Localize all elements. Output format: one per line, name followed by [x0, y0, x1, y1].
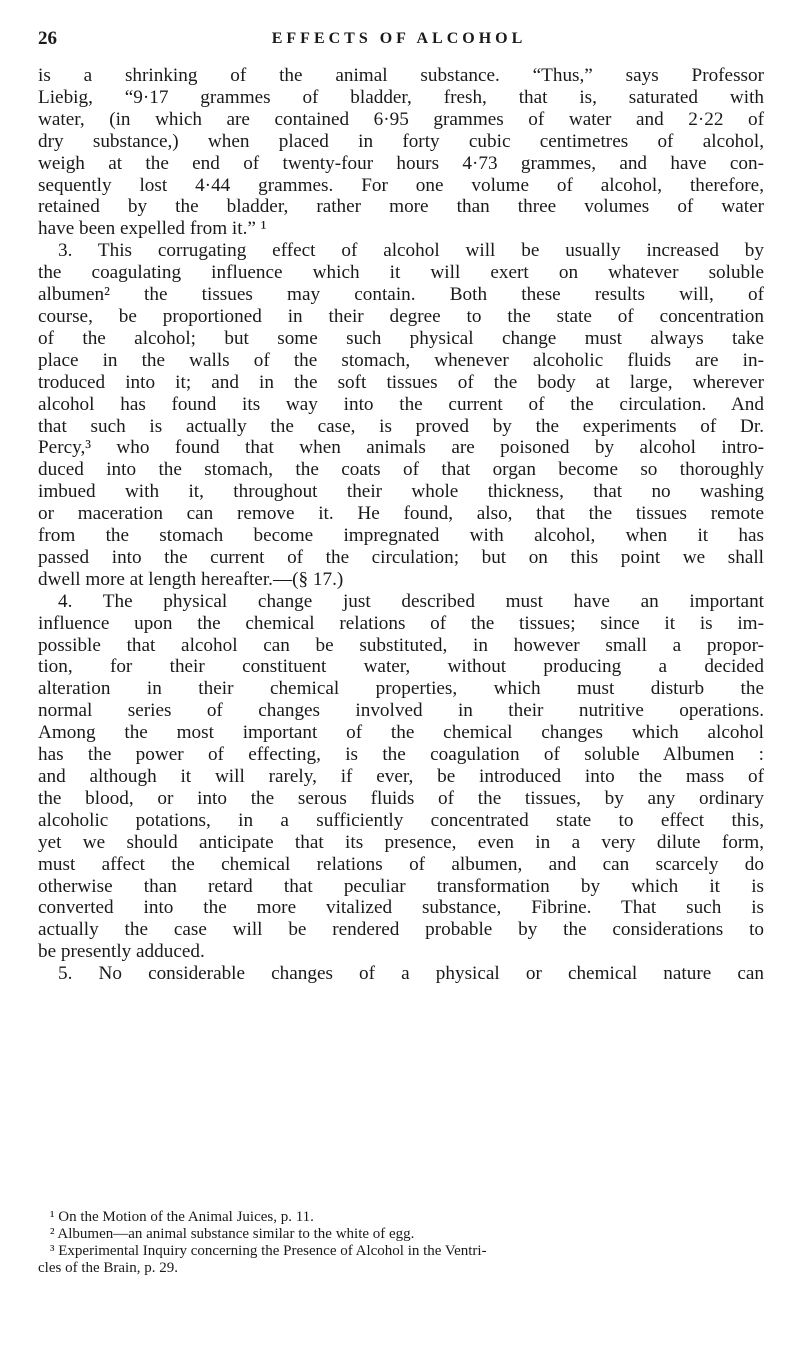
text-line: dry substance,) when placed in forty cubic centimetres of alcohol,: [38, 130, 764, 152]
text-line: Percy,³ who found that when animals are poisoned by alcohol intro-: [38, 437, 764, 459]
text-line: 3. This corrugating effect of alcohol will be usually increased by: [58, 240, 764, 262]
text-line: be presently adduced.: [38, 941, 205, 963]
footnotes: [38, 1209, 764, 1277]
footnote: ³ Experimental Inquiry concerning the Presence of Alcohol in the Ventri-: [50, 1243, 487, 1259]
text-line: weigh at the end of twenty-four hours 4·73 grammes, and have con-: [38, 152, 764, 174]
text-line: has the power of effecting, is the coagulation of soluble Albumen :: [38, 744, 764, 766]
text-line: the coagulating influence which it will exert on whatever soluble: [38, 262, 764, 284]
page-number: 26: [38, 28, 57, 49]
text-line: possible that alcohol can be substituted, in however small a propor-: [38, 634, 764, 656]
text-line: otherwise than retard that peculiar transformation by which it is: [38, 875, 764, 897]
text-line: course, be proportioned in their degree to the state of concentration: [38, 305, 764, 327]
text-line: albumen² the tissues may contain. Both these results will, of: [38, 284, 764, 306]
text-line: imbued with it, throughout their whole thickness, that no washing: [38, 481, 764, 503]
running-title: EFFECTS OF ALCOHOL: [271, 30, 527, 47]
text-line: converted into the more vitalized substance, Fibrine. That such is: [38, 897, 764, 919]
text-line: normal series of changes involved in their nutritive operations.: [38, 700, 764, 722]
footnote: cles of the Brain, p. 29.: [38, 1260, 178, 1276]
text-line: influence upon the chemical relations of the tissues; since it is im-: [38, 612, 764, 634]
text-line: tion, for their constituent water, without producing a decided: [38, 656, 764, 678]
text-line: and although it will rarely, if ever, be introduced into the mass of: [38, 766, 764, 787]
text-line: alcoholic potations, in a sufficiently concentrated state to effect this,: [38, 809, 764, 831]
text-line: 4. The physical change just described must have an important: [58, 590, 764, 612]
text-line: passed into the current of the circulation; but on this point we shall: [38, 546, 764, 568]
text-line: sequently lost 4·44 grammes. For one volume of alcohol, therefore,: [38, 174, 764, 196]
text-line: water, (in which are contained 6·95 grammes of water and 2·22 of: [38, 108, 764, 130]
text-line: dwell more at length hereafter.—(§ 17.): [38, 568, 344, 590]
text-line: duced into the stomach, the coats of that organ become so thoroughly: [38, 459, 764, 481]
text-line: troduced into it; and in the soft tissues of the body at large, wherever: [38, 371, 764, 393]
text-line: is a shrinking of the animal substance. “Thus,” says Professor: [38, 65, 764, 86]
text-line: have been expelled from it.” ¹: [38, 218, 267, 240]
text-line: the blood, or into the serous fluids of the tissues, by any ordinary: [38, 787, 764, 809]
text-line: alteration in their chemical properties, which must disturb the: [38, 678, 764, 700]
text-line: must affect the chemical relations of albumen, and can scarcely do: [38, 853, 764, 875]
text-line: Liebig, “9·17 grammes of bladder, fresh, that is, saturated with: [38, 86, 764, 108]
text-line: alcohol has found its way into the current of the circulation. And: [38, 393, 764, 415]
text-line: retained by the bladder, rather more than three volumes of water: [38, 196, 764, 218]
page-header: [38, 28, 760, 58]
text-line: or maceration can remove it. He found, also, that the tissues remote: [38, 503, 764, 525]
text-line: yet we should anticipate that its presence, even in a very dilute form,: [38, 831, 764, 853]
text-line: from the stomach become impregnated with alcohol, when it has: [38, 525, 764, 547]
body-text: [38, 65, 764, 985]
text-line: actually the case will be rendered probable by the considerations to: [38, 919, 764, 941]
text-line: of the alcohol; but some such physical change must always take: [38, 327, 764, 349]
footnote: ¹ On the Motion of the Animal Juices, p. 11.: [50, 1209, 314, 1225]
text-line: Among the most important of the chemical changes which alcohol: [38, 722, 764, 744]
text-line: 5. No considerable changes of a physical or chemical nature can: [58, 963, 764, 985]
footnote: ² Albumen—an animal substance similar to the white of egg.: [50, 1226, 415, 1242]
text-line: that such is actually the case, is proved by the experiments of Dr.: [38, 415, 764, 437]
text-line: place in the walls of the stomach, whenever alcoholic fluids are in-: [38, 349, 764, 371]
